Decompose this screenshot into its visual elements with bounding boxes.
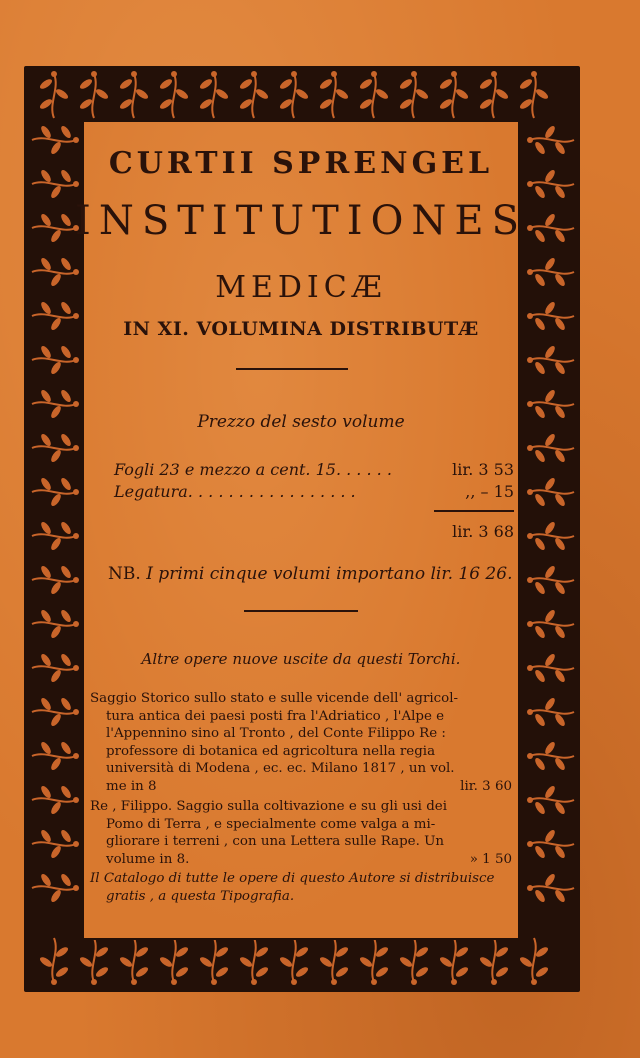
entry-line: Re , Filippo. Saggio sulla coltivazione e su gli usi dei [90, 799, 448, 814]
entry-line: gratis , a questa Tipografia. [106, 888, 295, 904]
leaf-motif-icon [38, 938, 69, 985]
entry-line: Pomo di Terra , e specialmente come valga a mi- [106, 816, 436, 832]
leaf-motif-icon [32, 476, 79, 507]
content-area [75, 122, 527, 938]
leaf-motif-icon [527, 652, 574, 683]
leaf-motif-icon [527, 388, 574, 419]
leaf-motif-icon [358, 71, 389, 118]
catalog-entry-2 [90, 798, 512, 868]
leaf-motif-icon [32, 124, 79, 155]
leaf-motif-icon [318, 71, 349, 118]
leaf-motif-icon [478, 938, 509, 985]
leaf-motif-icon [32, 520, 79, 551]
leaf-motif-icon [32, 388, 79, 419]
leaf-motif-icon [118, 71, 149, 118]
leaf-motif-icon [38, 71, 69, 118]
price-label: Fogli 23 e mezzo a cent. 15. . . . . . [114, 460, 392, 479]
leaf-motif-icon [198, 71, 229, 118]
leaf-motif-icon [32, 784, 79, 815]
leaf-motif-icon [158, 938, 189, 985]
leaf-motif-icon [32, 432, 79, 463]
leaf-motif-icon [478, 71, 509, 118]
leaf-motif-icon [238, 71, 269, 118]
price-row-binding [114, 482, 514, 501]
leaf-motif-icon [32, 608, 79, 639]
price-amount: lir. 3 53 [452, 460, 514, 479]
divider-rule [236, 368, 348, 370]
leaf-motif-icon [32, 256, 79, 287]
leaf-motif-icon [527, 740, 574, 771]
leaf-motif-icon [318, 938, 349, 985]
leaf-motif-icon [278, 938, 309, 985]
leaf-motif-icon [527, 124, 574, 155]
leaf-motif-icon [118, 938, 149, 985]
entry-line-last [90, 851, 512, 869]
leaf-motif-icon [32, 564, 79, 595]
catalog-note [90, 870, 512, 905]
leaf-motif-icon [32, 740, 79, 771]
leaf-motif-icon [32, 344, 79, 375]
leaf-motif-icon [527, 212, 574, 243]
leaf-motif-icon [32, 212, 79, 243]
volumes-note: IN XI. VOLUMINA DISTRIBUTÆ [123, 318, 479, 340]
leaf-motif-icon [527, 696, 574, 727]
leaf-motif-icon [398, 71, 429, 118]
leaf-motif-icon [527, 432, 574, 463]
leaf-motif-icon [358, 938, 389, 985]
price-label: Legatura. . . . . . . . . . . . . . . . . [114, 482, 356, 501]
leaf-motif-icon [32, 872, 79, 903]
leaf-motif-icon [518, 71, 549, 118]
price-heading: Prezzo del sesto volume [197, 412, 405, 432]
leaf-motif-icon [32, 300, 79, 331]
entry-line: l'Appennino sino al Tronto , del Conte Filippo Re : [106, 726, 446, 741]
entry-line: me in 8 [106, 778, 157, 794]
nb-label: NB. [108, 564, 141, 584]
leaf-motif-icon [238, 938, 269, 985]
leaf-motif-icon [527, 256, 574, 287]
leaf-motif-icon [78, 71, 109, 118]
leaf-motif-icon [438, 938, 469, 985]
price-row-pages [114, 460, 514, 479]
entry-line: gliorare i terreni , con una Lettera sulle Rape. Un [106, 834, 445, 849]
divider-rule [244, 610, 358, 612]
book-title: INSTITUTIONES [75, 198, 527, 244]
entry-line: tura antica dei paesi posti fra l'Adriatico , l'Alpe e [106, 708, 445, 724]
sum-rule [434, 510, 514, 512]
leaf-motif-icon [32, 652, 79, 683]
leaf-motif-icon [32, 696, 79, 727]
entry-line: Il Catalogo di tutte le opere di questo Autore si distribuisce [90, 871, 495, 886]
entry-price: » 1 50 [469, 851, 512, 867]
other-works-heading: Altre opere nuove uscite da questi Torchi. [141, 650, 461, 668]
book-title-subject: MEDICÆ [215, 270, 387, 305]
leaf-motif-icon [527, 344, 574, 375]
leaf-motif-icon [518, 938, 549, 985]
nota-bene [108, 564, 512, 584]
leaf-motif-icon [398, 938, 429, 985]
entry-line: volume in 8. [106, 851, 190, 867]
entry-line-last [90, 778, 512, 796]
leaf-motif-icon [527, 828, 574, 859]
leaf-motif-icon [527, 608, 574, 639]
leaf-motif-icon [278, 71, 309, 118]
leaf-motif-icon [158, 71, 189, 118]
leaf-motif-icon [32, 828, 79, 859]
nb-text: I primi cinque volumi importano lir. 16 26. [146, 564, 513, 584]
leaf-motif-icon [438, 71, 469, 118]
leaf-motif-icon [527, 872, 574, 903]
entry-line: università di Modena , ec. ec. Milano 1817 , un vol. [106, 761, 455, 776]
author-name: CURTII SPRENGEL [108, 146, 494, 181]
price-total: lir. 3 68 [452, 522, 514, 541]
leaf-motif-icon [527, 784, 574, 815]
entry-line: professore di botanica ed agricoltura nella regia [106, 743, 436, 759]
leaf-motif-icon [527, 564, 574, 595]
leaf-motif-icon [527, 520, 574, 551]
entry-line: Saggio Storico sullo stato e sulle vicende dell' agricol- [90, 691, 459, 706]
leaf-motif-icon [527, 300, 574, 331]
leaf-motif-icon [32, 168, 79, 199]
leaf-motif-icon [527, 476, 574, 507]
catalog-entry-1 [90, 690, 512, 795]
leaf-motif-icon [527, 168, 574, 199]
entry-price: lir. 3 60 [460, 778, 512, 794]
leaf-motif-icon [198, 938, 229, 985]
price-amount: ,, – 15 [465, 482, 514, 501]
leaf-motif-icon [78, 938, 109, 985]
